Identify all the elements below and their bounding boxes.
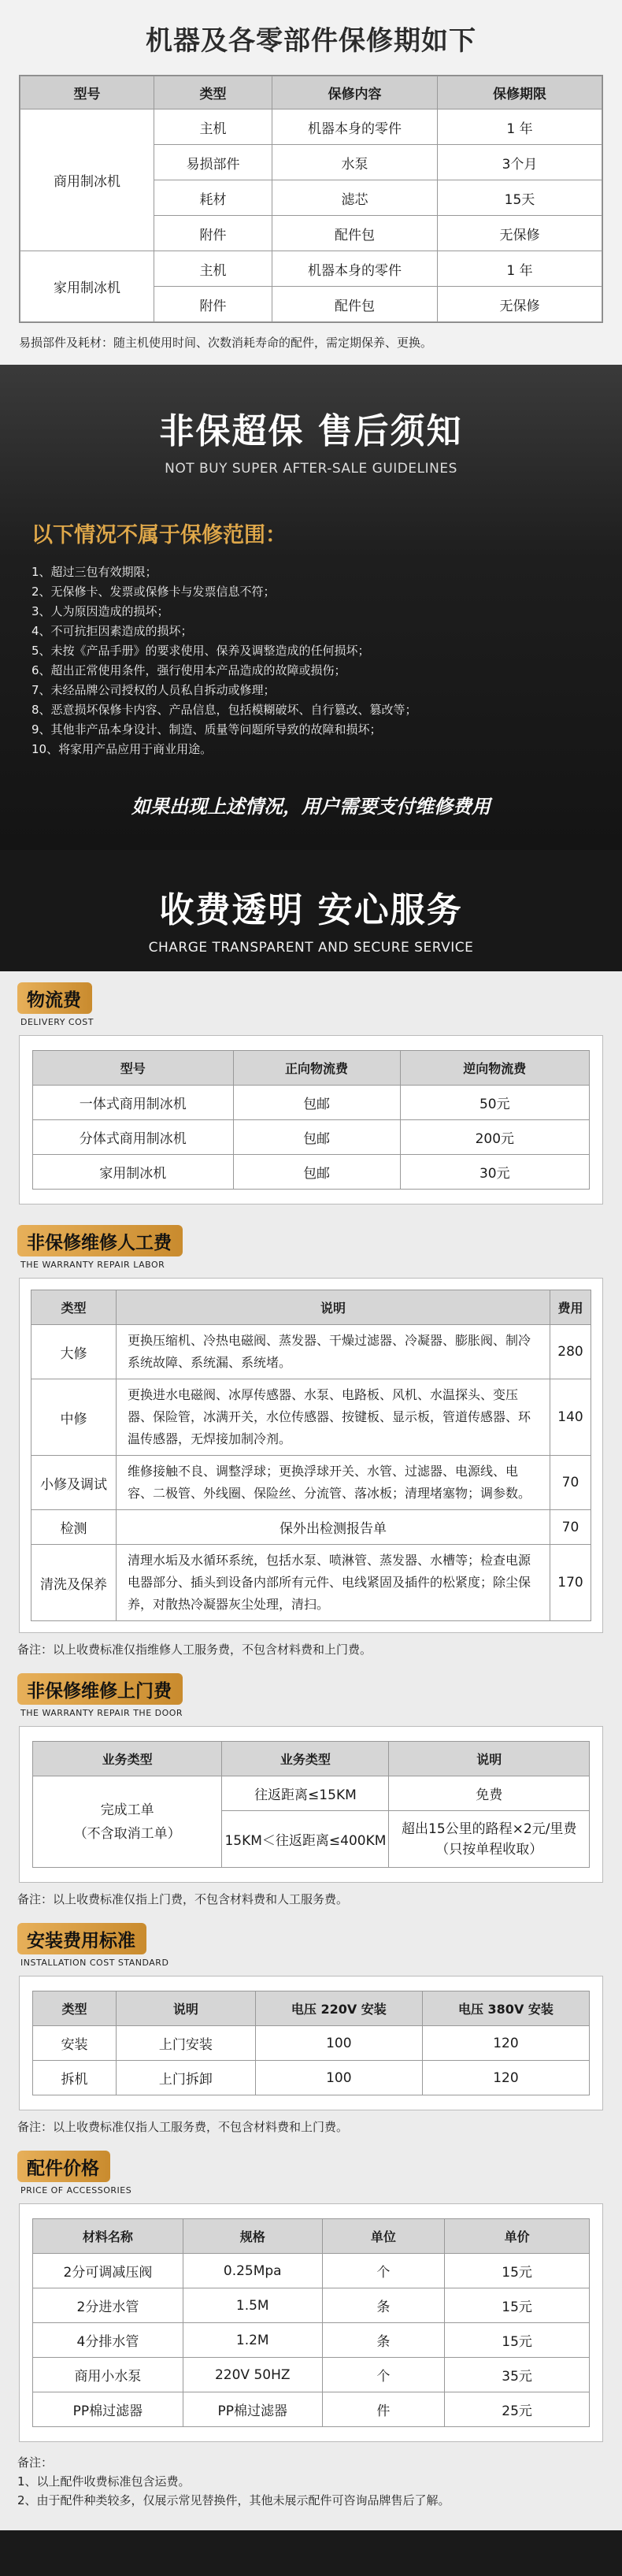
parts-header-row <box>33 2219 590 2254</box>
warranty-table-wrap <box>19 75 603 323</box>
table-row <box>33 2392 590 2427</box>
install-header-row <box>33 1991 590 2026</box>
table-cell: 1 年 <box>438 251 602 287</box>
list-item: 2、无保修卡、发票或保修卡与发票信息不符； <box>31 585 276 599</box>
table-cell: 保外出检测报告单 <box>117 1510 550 1545</box>
table-cell: 170 <box>550 1545 591 1621</box>
table-cell: 3个月 <box>438 145 602 180</box>
list-item: 8、恶意损坏保修卡内容、产品信息，包括模糊破坏、自行篡改、篡改等； <box>31 703 417 717</box>
delivery-label-en: DELIVERY COST <box>20 1017 94 1027</box>
table-cell: PP棉过滤器 <box>183 2392 322 2427</box>
table-header: 单价 <box>445 2219 590 2254</box>
table-header: 电压 220V 安装 <box>255 1991 422 2026</box>
guide-footer: 如果出现上述情况，用户需要支付维修费用 <box>131 796 491 818</box>
table-cell: 水泵 <box>272 145 438 180</box>
table-cell: 100 <box>255 2026 422 2061</box>
table-cell: 机器本身的零件 <box>272 251 438 287</box>
door-label: 非保修维修上门费 <box>17 1673 183 1705</box>
parts-block <box>0 2146 622 2530</box>
table-cell: 120 <box>422 2026 589 2061</box>
table-cell: 140 <box>550 1379 591 1456</box>
table-row <box>31 1510 591 1545</box>
table-cell: 安装 <box>33 2026 117 2061</box>
parts-notes <box>17 2453 605 2510</box>
table-cell: 条 <box>322 2288 445 2323</box>
install-label: 安装费用标准 <box>17 1923 146 1954</box>
table-cell: 包邮 <box>233 1086 400 1120</box>
table-header: 业务类型 <box>33 1742 222 1776</box>
table-cell: 分体式商用制冰机 <box>33 1120 234 1155</box>
table-cell: PP棉过滤器 <box>33 2392 183 2427</box>
parts-label: 配件价格 <box>17 2151 110 2182</box>
table-cell: 配件包 <box>272 287 438 322</box>
labor-note: 备注：以上收费标准仅指维修人工服务费，不包含材料费和上门费。 <box>17 1642 372 1657</box>
table-row <box>33 2026 590 2061</box>
table-cell: 免费 <box>389 1776 590 1811</box>
table-header: 类型 <box>33 1991 117 2026</box>
door-note: 备注：以上收费标准仅指上门费，不包含材料费和人工服务费。 <box>17 1892 349 1906</box>
door-table <box>32 1741 590 1868</box>
table-cell: 完成工单 （不含取消工单） <box>33 1776 222 1868</box>
table-cell: 15元 <box>445 2254 590 2288</box>
install-block <box>0 1918 622 2135</box>
warranty-table <box>20 76 602 322</box>
table-row <box>33 2061 590 2095</box>
table-cell: 超出15公里的路程×2元/里费（只按单程收取） <box>389 1811 590 1868</box>
model-cell: 商用制冰机 <box>20 109 154 251</box>
charges-title: 收费透明 安心服务 <box>159 890 463 930</box>
table-header: 费用 <box>550 1290 591 1325</box>
table-cell: 1.5M <box>183 2288 322 2323</box>
header-type: 类型 <box>154 76 272 109</box>
door-label-en: THE WARRANTY REPAIR THE DOOR <box>20 1708 183 1718</box>
table-row <box>31 1545 591 1621</box>
table-cell: 附件 <box>154 287 272 322</box>
install-label-en: INSTALLATION COST STANDARD <box>20 1958 169 1968</box>
parts-card <box>19 2203 603 2442</box>
table-cell: 包邮 <box>233 1155 400 1190</box>
table-cell: 更换进水电磁阀、冰厚传感器、水泵、电路板、风机、水温探头、变压器、保险管，冰满开关，水位传感器、按键板、显示板，管道传感器、环温传感器，无焊接加制冷剂。 <box>117 1379 550 1456</box>
table-cell: 280 <box>550 1325 591 1379</box>
table-row <box>33 1776 590 1811</box>
table-header: 逆向物流费 <box>400 1051 589 1086</box>
parts-note-item: 2、由于配件种类较多，仅展示常见替换件，其他未展示配件可咨询品牌售后了解。 <box>17 2493 450 2507</box>
labor-header-row <box>31 1290 591 1325</box>
labor-label-en: THE WARRANTY REPAIR LABOR <box>20 1260 165 1270</box>
table-cell: 条 <box>322 2323 445 2358</box>
table-cell: 易损部件 <box>154 145 272 180</box>
table-row <box>31 1379 591 1456</box>
table-cell: 120 <box>422 2061 589 2095</box>
guide-subtitle: NOT BUY SUPER AFTER-SALE GUIDELINES <box>165 461 457 477</box>
table-cell: 30元 <box>400 1155 589 1190</box>
table-cell: 个 <box>322 2358 445 2392</box>
table-cell: 件 <box>322 2392 445 2427</box>
table-cell: 往返距离≤15KM <box>222 1776 389 1811</box>
exclusion-list-title: 以下情况不属于保修范围： <box>31 523 287 547</box>
table-cell: 主机 <box>154 251 272 287</box>
table-header: 说明 <box>389 1742 590 1776</box>
table-cell: 主机 <box>154 109 272 145</box>
door-header-row <box>33 1742 590 1776</box>
list-item: 5、未按《产品手册》的要求使用、保养及调整造成的任何损坏； <box>31 644 370 658</box>
list-item: 4、不可抗拒因素造成的损坏； <box>31 624 193 638</box>
table-row <box>33 2358 590 2392</box>
table-row <box>33 1155 590 1190</box>
door-card <box>19 1726 603 1883</box>
table-row <box>33 1120 590 1155</box>
table-row <box>33 2288 590 2323</box>
table-cell: 滤芯 <box>272 180 438 216</box>
table-cell: 上门安装 <box>117 2026 256 2061</box>
delivery-label: 物流费 <box>17 982 92 1014</box>
table-cell: 1 年 <box>438 109 602 145</box>
table-cell: 一体式商用制冰机 <box>33 1086 234 1120</box>
table-cell: 包邮 <box>233 1120 400 1155</box>
table-row <box>33 2323 590 2358</box>
table-cell: 商用小水泵 <box>33 2358 183 2392</box>
table-cell: 0.25Mpa <box>183 2254 322 2288</box>
parts-note-item: 1、以上配件收费标准包含运费。 <box>17 2474 191 2489</box>
table-cell: 200元 <box>400 1120 589 1155</box>
table-row <box>33 2254 590 2288</box>
table-cell: 15天 <box>438 180 602 216</box>
table-cell: 个 <box>322 2254 445 2288</box>
table-cell: 1.2M <box>183 2323 322 2358</box>
table-cell: 70 <box>550 1456 591 1510</box>
table-cell: 小修及调试 <box>31 1456 117 1510</box>
warranty-section <box>0 0 622 365</box>
warranty-header-row <box>20 76 602 109</box>
table-cell: 附件 <box>154 216 272 251</box>
table-cell: 15KM＜往返距离≤400KM <box>222 1811 389 1868</box>
table-cell: 配件包 <box>272 216 438 251</box>
parts-label-en: PRICE OF ACCESSORIES <box>20 2185 132 2196</box>
table-cell: 2分进水管 <box>33 2288 183 2323</box>
header-content: 保修内容 <box>272 76 438 109</box>
exclusion-list <box>31 562 622 759</box>
table-cell: 清理水垢及水循环系统，包括水泵、喷淋管、蒸发器、水槽等；检查电源电器部分、插头到设备内部所有元件、电线紧固及插件的松紧度；除尘保养，对散热冷凝器灰尘处理，清扫。 <box>117 1545 550 1621</box>
table-cell: 15元 <box>445 2288 590 2323</box>
header-period: 保修期限 <box>438 76 602 109</box>
table-cell: 大修 <box>31 1325 117 1379</box>
charges-section <box>0 850 622 2530</box>
warranty-note: 易损部件及耗材：随主机使用时间、次数消耗寿命的配件，需定期保养、更换。 <box>19 336 433 350</box>
table-cell: 上门拆卸 <box>117 2061 256 2095</box>
table-cell: 25元 <box>445 2392 590 2427</box>
table-header: 单位 <box>322 2219 445 2254</box>
table-cell: 更换压缩机、冷热电磁阀、蒸发器、干燥过滤器、冷凝器、膨胀阀、制冷系统故障、系统漏、系统堵。 <box>117 1325 550 1379</box>
charges-header <box>0 850 622 971</box>
header-model: 型号 <box>20 76 154 109</box>
labor-card <box>19 1278 603 1633</box>
table-cell: 检测 <box>31 1510 117 1545</box>
list-item: 9、其他非产品本身设计、制造、质量等问题所导致的故障和损坏； <box>31 722 382 737</box>
list-item: 7、未经品牌公司授权的人员私自拆动或修理； <box>31 683 276 697</box>
table-cell: 35元 <box>445 2358 590 2392</box>
table-cell: 家用制冰机 <box>33 1155 234 1190</box>
delivery-header-row <box>33 1051 590 1086</box>
list-item: 10、将家用产品应用于商业用途。 <box>31 742 213 756</box>
table-cell: 4分排水管 <box>33 2323 183 2358</box>
table-cell: 2分可调减压阀 <box>33 2254 183 2288</box>
model-cell: 家用制冰机 <box>20 251 154 322</box>
table-row <box>33 1086 590 1120</box>
table-row <box>20 109 602 145</box>
labor-block <box>0 1204 622 1657</box>
table-cell: 220V 50HZ <box>183 2358 322 2392</box>
table-cell: 无保修 <box>438 287 602 322</box>
install-card <box>19 1976 603 2110</box>
table-cell: 拆机 <box>33 2061 117 2095</box>
delivery-table <box>32 1050 590 1190</box>
table-row <box>31 1456 591 1510</box>
labor-table <box>31 1290 591 1621</box>
install-note: 备注：以上收费标准仅指人工服务费，不包含材料费和上门费。 <box>17 2120 349 2134</box>
table-header: 型号 <box>33 1051 234 1086</box>
parts-table <box>32 2218 590 2427</box>
table-header: 电压 380V 安装 <box>422 1991 589 2026</box>
labor-label: 非保修维修人工费 <box>17 1225 183 1256</box>
install-table <box>32 1991 590 2095</box>
table-header: 业务类型 <box>222 1742 389 1776</box>
list-item: 1、超过三包有效期限； <box>31 565 157 579</box>
table-row <box>20 251 602 287</box>
table-header: 规格 <box>183 2219 322 2254</box>
table-cell: 70 <box>550 1510 591 1545</box>
table-header: 正向物流费 <box>233 1051 400 1086</box>
warranty-title: 机器及各零部件保修期如下 <box>146 25 476 57</box>
table-cell: 中修 <box>31 1379 117 1456</box>
table-cell: 机器本身的零件 <box>272 109 438 145</box>
delivery-card <box>19 1035 603 1204</box>
table-header: 类型 <box>31 1290 117 1325</box>
guide-title: 非保超保 售后须知 <box>159 411 463 451</box>
table-cell: 15元 <box>445 2323 590 2358</box>
table-header: 说明 <box>117 1991 256 2026</box>
table-cell: 维修接触不良、调整浮球；更换浮球开关、水管、过滤器、电源线、电容、二极管、外线圈、保险丝、分流管、落冰板；清理堵塞物；调参数。 <box>117 1456 550 1510</box>
table-cell: 耗材 <box>154 180 272 216</box>
table-cell: 50元 <box>400 1086 589 1120</box>
table-header: 说明 <box>117 1290 550 1325</box>
list-item: 6、超出正常使用条件，强行使用本产品造成的故障或损伤； <box>31 663 346 677</box>
table-header: 材料名称 <box>33 2219 183 2254</box>
door-block <box>0 1668 622 1907</box>
guide-section <box>0 365 622 850</box>
table-cell: 100 <box>255 2061 422 2095</box>
list-item: 3、人为原因造成的损坏； <box>31 604 169 618</box>
charges-subtitle: CHARGE TRANSPARENT AND SECURE SERVICE <box>148 940 474 956</box>
table-row <box>31 1325 591 1379</box>
parts-note-title: 备注： <box>17 2455 54 2470</box>
table-cell: 清洗及保养 <box>31 1545 117 1621</box>
table-cell: 无保修 <box>438 216 602 251</box>
delivery-block <box>0 971 622 1204</box>
